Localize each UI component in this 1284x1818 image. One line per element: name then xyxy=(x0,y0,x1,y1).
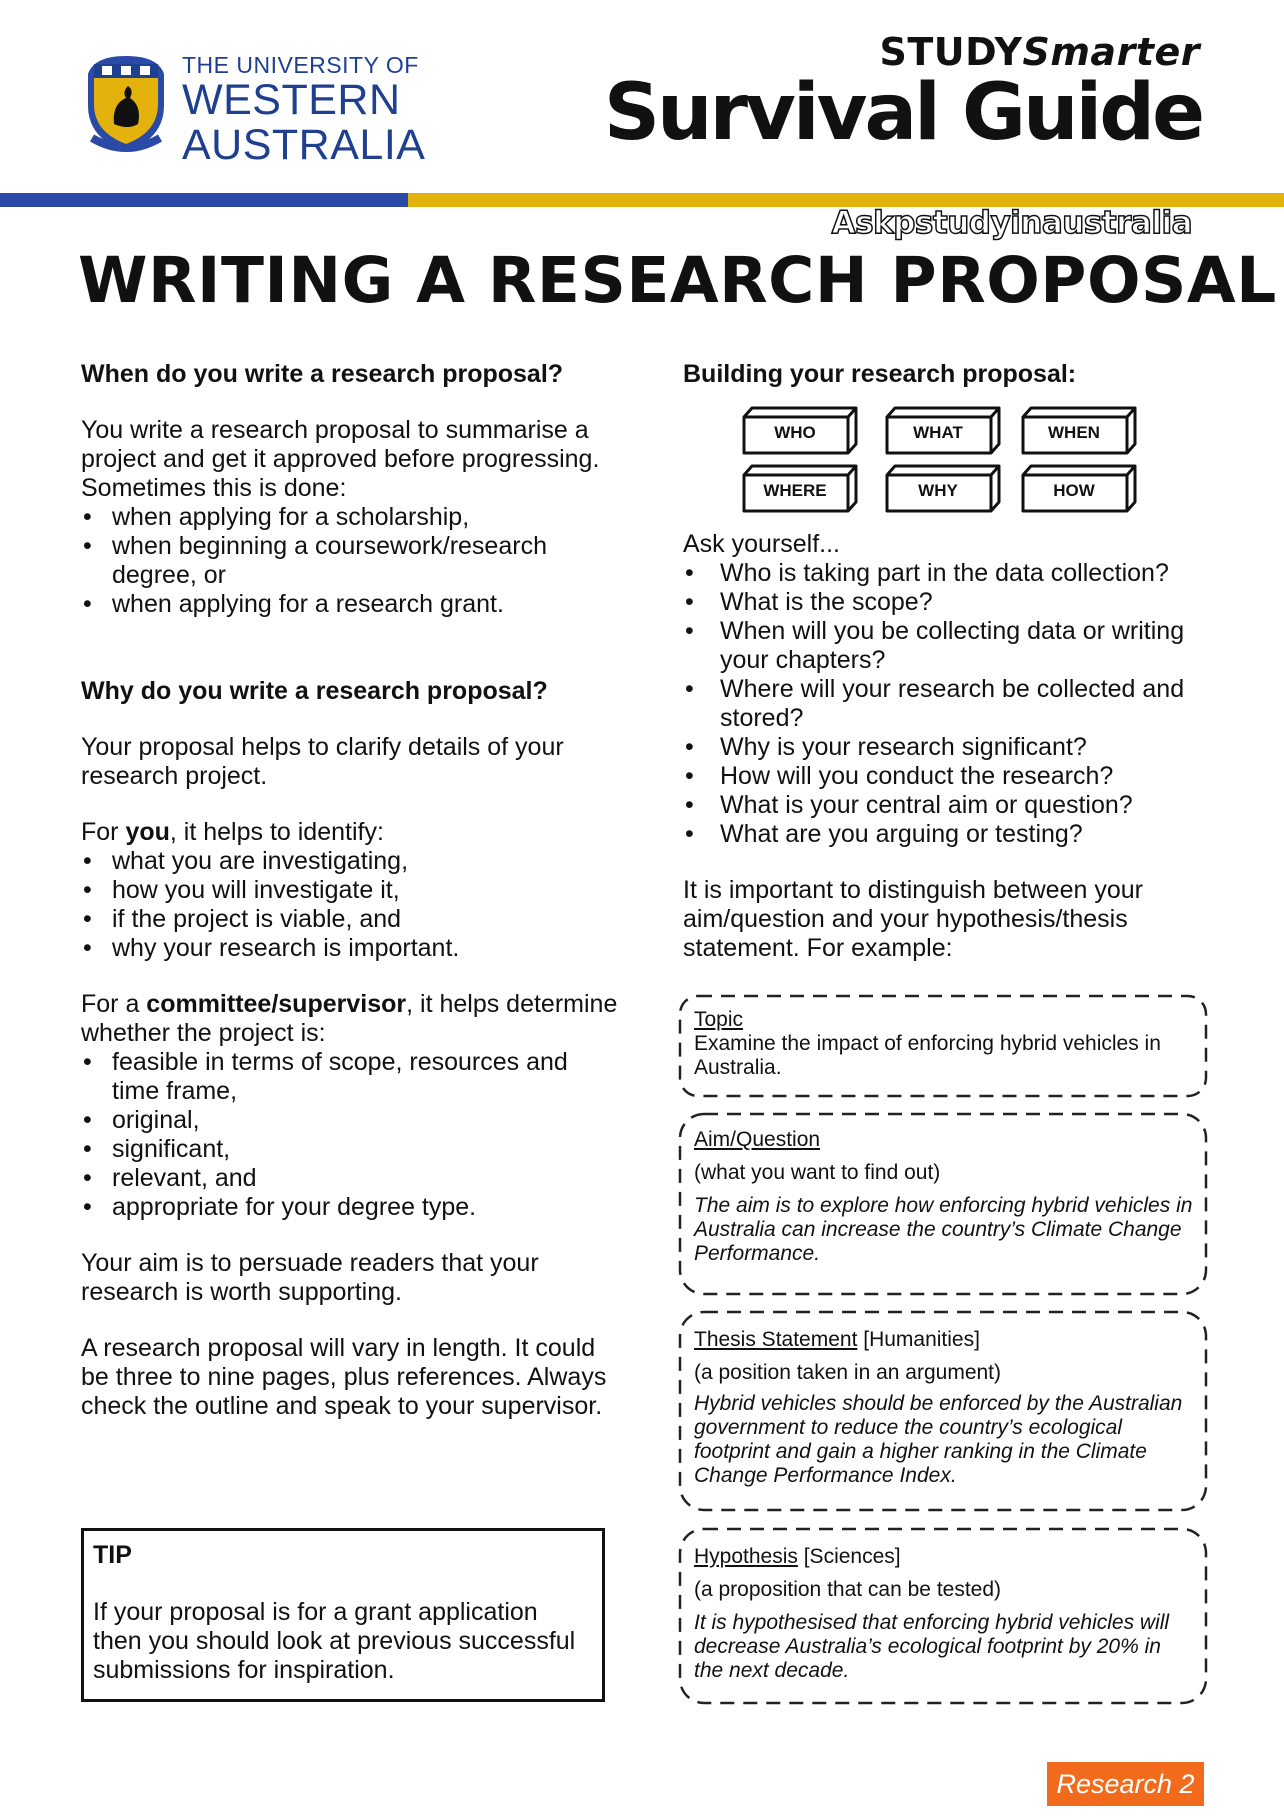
for-you-emphasis: you xyxy=(125,818,170,846)
box-label: HOW xyxy=(1053,481,1095,500)
distinguish-paragraph: It is important to distinguish between your aim/question and your hypothesis/thesis statement. For example: xyxy=(683,876,1143,962)
why-intro: Your proposal helps to clarify details of your research project. xyxy=(81,733,564,790)
when-list xyxy=(81,503,621,619)
hypothesis-label: Hypothesis xyxy=(694,1545,798,1568)
page-badge: Research 2 xyxy=(1047,1762,1204,1806)
list-item: • relevant, and xyxy=(81,1164,621,1193)
tip-box xyxy=(81,1528,605,1702)
list-item: • Where will your research be collected and stored? xyxy=(683,675,1213,733)
topic-text: Examine the impact of enforcing hybrid vehicles in Australia. xyxy=(694,1032,1161,1079)
thesis-tag: [Humanities] xyxy=(857,1328,980,1351)
left-column xyxy=(81,360,621,1421)
page-title: WRITING A RESEARCH PROPOSAL xyxy=(78,244,1277,317)
university-crest-logo xyxy=(84,54,168,154)
length-paragraph: A research proposal will vary in length. It could be three to nine pages, plus references. Always check the outline and speak to your supervisor. xyxy=(81,1334,607,1420)
header-band-blue xyxy=(0,193,408,207)
ask-section xyxy=(683,530,1213,963)
university-name-line3: AUSTRALIA xyxy=(182,121,426,169)
box-label: WHO xyxy=(774,423,816,442)
box-how xyxy=(1021,464,1137,514)
hypothesis-tag: [Sciences] xyxy=(797,1545,901,1568)
box-when xyxy=(1021,406,1137,456)
thesis-text: Hybrid vehicles should be enforced by the Australian government to reduce the country’s ecological footprint and gain a higher ranking in the Climate Change Performance Index. xyxy=(694,1392,1183,1487)
list-item: • significant, xyxy=(81,1135,621,1164)
box-who xyxy=(742,406,858,456)
box-what xyxy=(885,406,1001,456)
list-item: • What is your central aim or question? xyxy=(683,791,1213,820)
committee-pre: For a xyxy=(81,990,147,1018)
hypothesis-subtitle: (a proposition that can be tested) xyxy=(694,1578,1002,1601)
thesis-subtitle: (a position taken in an argument) xyxy=(694,1361,1002,1384)
box-where xyxy=(742,464,858,514)
committee-emphasis: committee/supervisor xyxy=(146,990,407,1018)
university-name xyxy=(182,54,425,167)
ask-intro: Ask yourself... xyxy=(683,530,840,558)
aim-panel xyxy=(678,1112,1208,1296)
watermark-label: Askpstudyinaustralia xyxy=(831,205,1192,241)
list-item: • When will you be collecting data or writing your chapters? xyxy=(683,617,1213,675)
university-name-line1: THE UNIVERSITY OF xyxy=(182,52,419,78)
hypothesis-panel xyxy=(678,1527,1208,1705)
list-item: • if the project is viable, and xyxy=(81,905,621,934)
list-item: • Why is your research significant? xyxy=(683,733,1213,762)
for-you-post: , it helps to identify: xyxy=(169,818,384,846)
ask-list xyxy=(683,559,1213,849)
list-item: • why your research is important. xyxy=(81,934,621,963)
topic-panel xyxy=(678,994,1208,1098)
aim-content xyxy=(694,1128,1194,1266)
committee-post: , it helps determine whether the project is: xyxy=(81,990,618,1047)
for-you-list xyxy=(81,847,621,963)
hypothesis-content xyxy=(694,1545,1194,1683)
list-item: • when applying for a scholarship, xyxy=(81,503,621,532)
hypothesis-text: It is hypothesised that enforcing hybrid vehicles will decrease Australia’s ecological footprint by 20% in the next decade. xyxy=(694,1611,1170,1682)
series-suffix: Smarter xyxy=(1022,30,1200,74)
box-label: WHAT xyxy=(913,423,963,442)
tip-title: TIP xyxy=(93,1541,132,1569)
list-item: • when beginning a coursework/research degree, or xyxy=(81,532,621,590)
topic-label: Topic xyxy=(694,1008,744,1031)
list-item: • How will you conduct the research? xyxy=(683,762,1213,791)
thesis-heading xyxy=(694,1328,1194,1352)
aim-subtitle: (what you want to find out) xyxy=(694,1161,941,1184)
list-item: • when applying for a research grant. xyxy=(81,590,621,619)
box-label: WHERE xyxy=(763,481,827,500)
when-heading: When do you write a research proposal? xyxy=(81,360,564,388)
aim-paragraph: Your aim is to persuade readers that your research is worth supporting. xyxy=(81,1249,539,1306)
hypothesis-heading xyxy=(694,1545,1194,1569)
series-title: Survival Guide xyxy=(603,68,1202,158)
aim-text: The aim is to explore how enforcing hybrid vehicles in Australia can increase the country’s Climate Change Performance. xyxy=(694,1194,1193,1265)
series-prefix: STUDY xyxy=(879,30,1023,74)
aim-label: Aim/Question xyxy=(694,1128,821,1151)
committee-intro xyxy=(81,990,621,1048)
thesis-panel xyxy=(678,1310,1208,1512)
list-item: • what you are investigating, xyxy=(81,847,621,876)
list-item: • original, xyxy=(81,1106,621,1135)
list-item: • What is the scope? xyxy=(683,588,1213,617)
when-intro: You write a research proposal to summarise a project and get it approved before progressing. Sometimes this is done: xyxy=(81,416,600,502)
thesis-label: Thesis Statement xyxy=(694,1328,858,1351)
box-label: WHY xyxy=(918,481,958,500)
box-why xyxy=(885,464,1001,514)
for-you-intro xyxy=(81,818,621,847)
building-heading: Building your research proposal: xyxy=(683,360,1077,388)
thesis-content xyxy=(694,1328,1194,1488)
watermark-text xyxy=(832,205,1192,241)
committee-list xyxy=(81,1048,621,1222)
list-item: • appropriate for your degree type. xyxy=(81,1193,621,1222)
right-column xyxy=(683,360,1223,389)
university-name-line2: WESTERN xyxy=(182,76,401,124)
list-item: • how you will investigate it, xyxy=(81,876,621,905)
list-item: • Who is taking part in the data collection? xyxy=(683,559,1213,588)
why-heading: Why do you write a research proposal? xyxy=(81,677,548,705)
tip-body: If your proposal is for a grant application then you should look at previous successful submissions for inspiration. xyxy=(93,1598,576,1684)
for-you-pre: For xyxy=(81,818,126,846)
list-item: • feasible in terms of scope, resources and time frame, xyxy=(81,1048,621,1106)
box-label: WHEN xyxy=(1048,423,1100,442)
topic-content xyxy=(694,1008,1194,1080)
list-item: • What are you arguing or testing? xyxy=(683,820,1213,849)
